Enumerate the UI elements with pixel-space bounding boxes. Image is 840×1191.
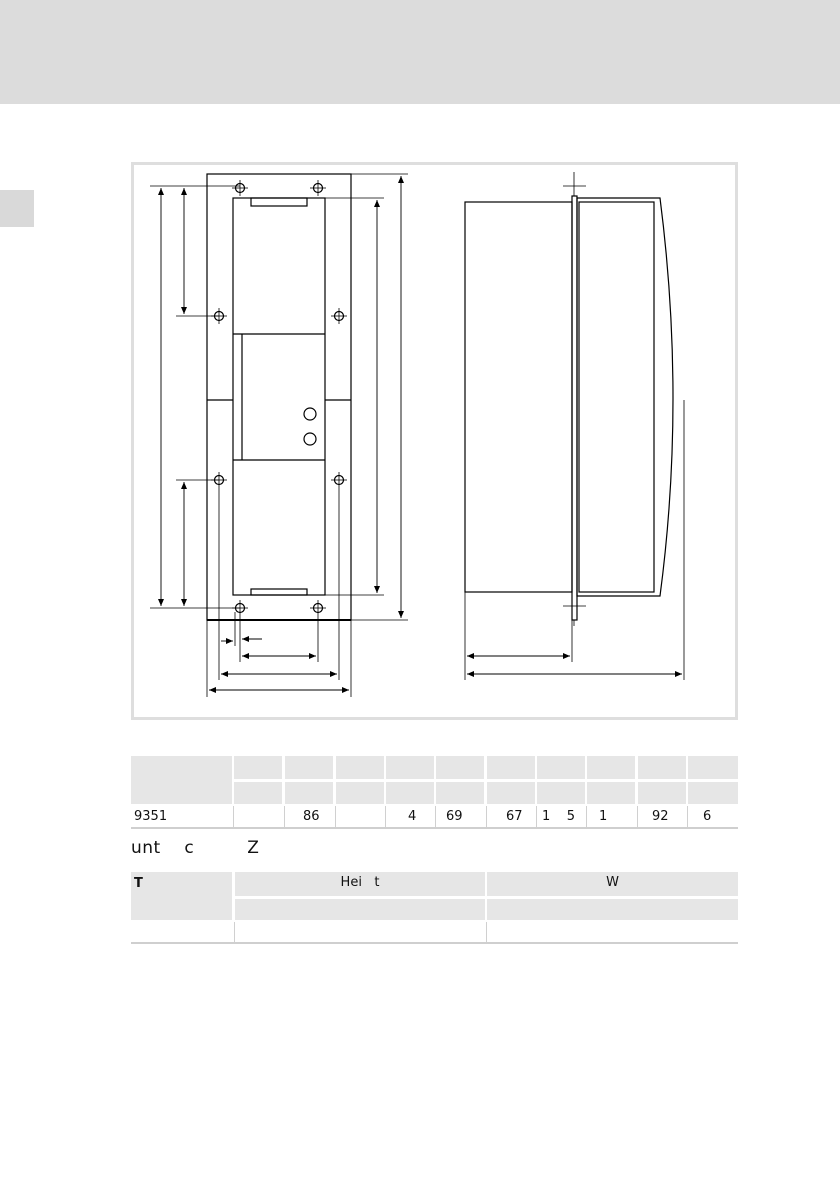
table-header-cell — [487, 756, 535, 779]
table-subheader-cell — [336, 782, 384, 804]
column-divider — [233, 806, 234, 828]
column-divider — [435, 806, 436, 828]
table-header-cell — [587, 756, 635, 779]
table-cell: 1 — [599, 809, 608, 824]
table-subheader-cell — [537, 782, 585, 804]
table2-subheader-width — [487, 899, 738, 920]
table-header-cell — [638, 756, 686, 779]
column-divider — [234, 922, 235, 942]
column-divider — [284, 806, 285, 828]
housing-side — [465, 202, 572, 592]
mounting-holes — [215, 184, 344, 613]
led-top — [304, 408, 316, 420]
column-divider — [586, 806, 587, 828]
table-subheader-cell — [234, 782, 282, 804]
mounting-plate — [207, 174, 351, 620]
housing-front — [233, 198, 325, 595]
table2-header-width-label: W — [606, 875, 619, 890]
table-cell: 1 5 — [542, 809, 576, 824]
table-caption: unt c Z — [131, 838, 260, 858]
column-divider — [536, 806, 537, 828]
column-divider — [335, 806, 336, 828]
column-divider — [486, 806, 487, 828]
cover-inner — [579, 202, 654, 592]
table-subheader-cell — [386, 782, 434, 804]
side-plate — [572, 196, 577, 620]
table-header-cell — [336, 756, 384, 779]
table-subheader-cell — [436, 782, 484, 804]
table-cell: 86 — [303, 809, 320, 824]
column-divider — [486, 922, 487, 942]
table-subheader-cell — [638, 782, 686, 804]
table-header-cell — [285, 756, 333, 779]
column-divider — [687, 806, 688, 828]
table-subheader-cell — [587, 782, 635, 804]
table-cell: 92 — [652, 809, 669, 824]
table-subheader-cell — [688, 782, 738, 804]
column-divider — [637, 806, 638, 828]
table-cell: 6 — [703, 809, 712, 824]
table2-bottom-rule — [131, 942, 738, 944]
table-header-cell — [436, 756, 484, 779]
table2-subheader-height — [235, 899, 485, 920]
table2-header-type-label: T — [134, 876, 143, 891]
table-cell: 4 — [408, 809, 417, 824]
column-divider — [385, 806, 386, 828]
table-cell: 69 — [446, 809, 463, 824]
table-header-cell — [688, 756, 738, 779]
table-subheader-cell — [285, 782, 333, 804]
table-header-cell — [386, 756, 434, 779]
table-header-cell — [234, 756, 282, 779]
table2-header-type — [131, 872, 232, 920]
cover-side — [577, 198, 673, 596]
table-bottom-rule — [131, 827, 738, 829]
bottom-vent — [251, 589, 307, 595]
top-vent — [251, 198, 307, 206]
table-cell: 67 — [506, 809, 523, 824]
table-header-model — [131, 756, 232, 804]
table2-header-width — [487, 872, 738, 896]
table2-header-height-label: Hei t — [340, 875, 380, 890]
table-cell-model: 9351 — [134, 809, 168, 824]
table2-header-height — [235, 872, 485, 896]
table-subheader-cell — [487, 782, 535, 804]
table-header-cell — [537, 756, 585, 779]
led-bottom — [304, 433, 316, 445]
